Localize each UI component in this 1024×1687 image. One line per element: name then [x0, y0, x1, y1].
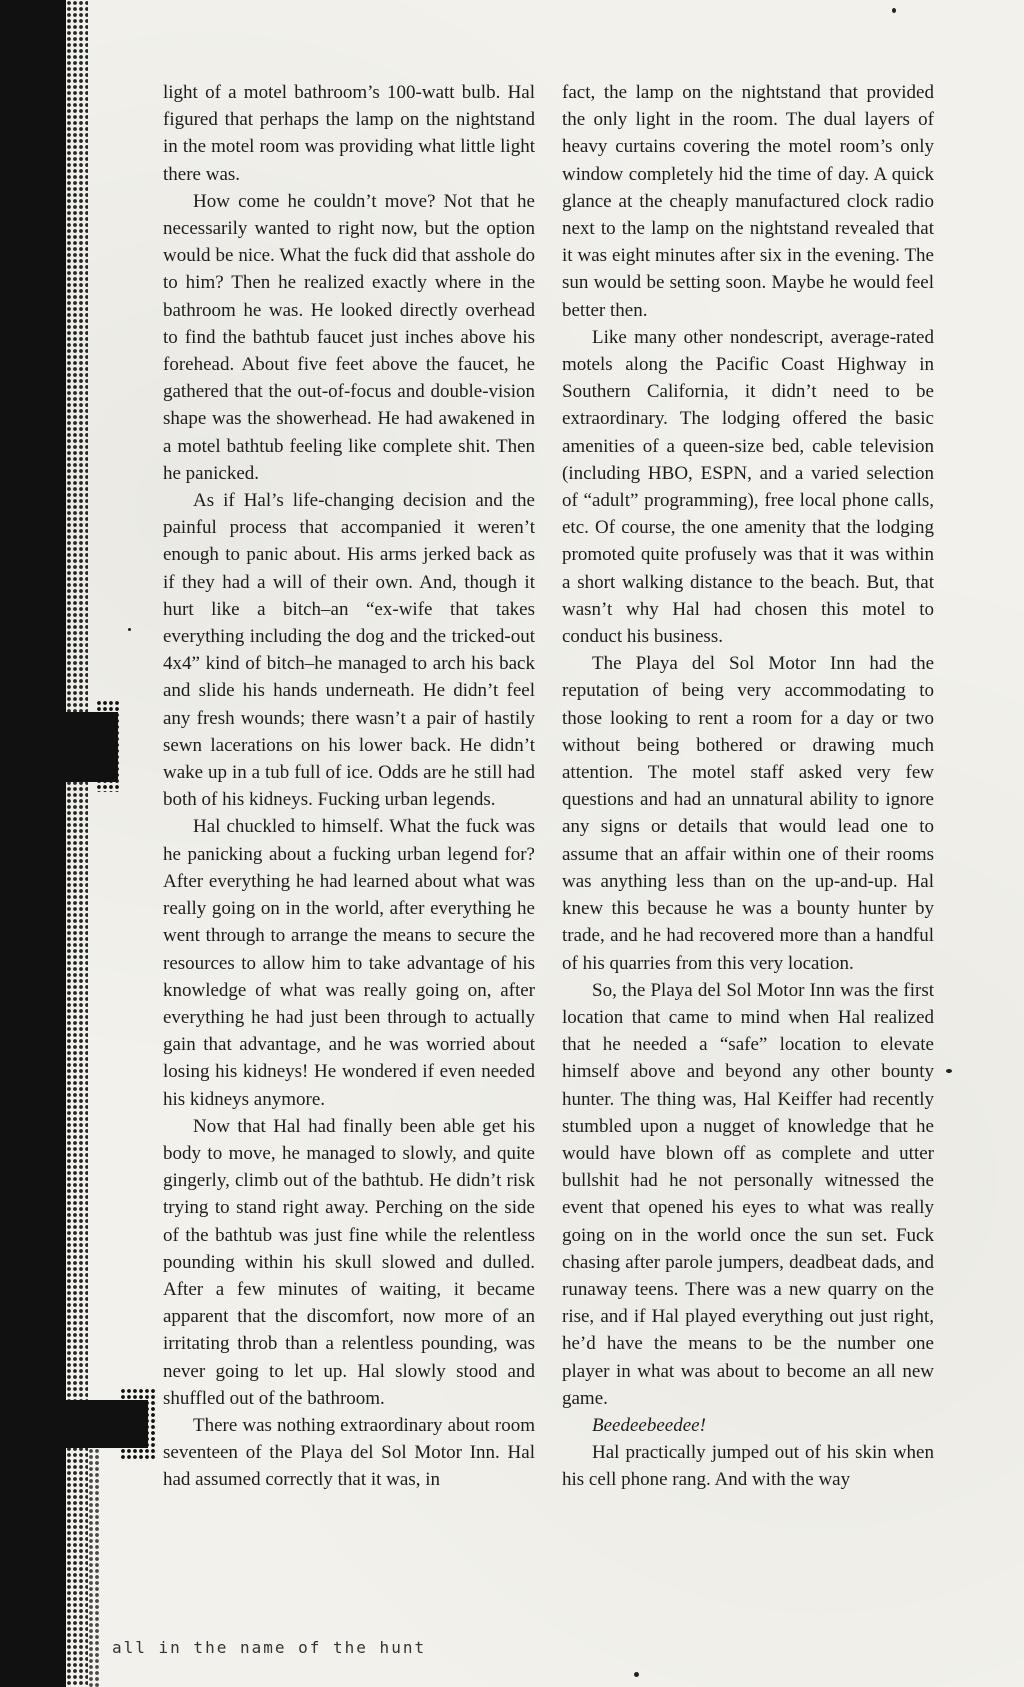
paragraph: The Playa del Sol Motor Inn had the reputation of being very accommodating to those looking to rent a room for a day or two without being bothered or drawing much attention. The motel staff asked very few questions and had an unnatural ability to ignore any signs or details that would lead one to assume that an affair within one of their rooms was anything less than on the up-and-up. Hal knew this because he was a bounty hunter by trade, and he had recovered more than a handful of his quarries from this very location.	[562, 653, 934, 974]
paragraph: Hal chuckled to himself. What the fuck was he panicking about a fucking urban legend for? After everything he had learned about what was really going on in the world, after everything he went through to arrange the means to secure the resources to allow him to take advantage of his knowledge of what was really going on, after everything he had just been through to actually gain that advantage, and he was worried about losing his kidneys! He wondered if even needed his kidneys anymore.	[163, 816, 535, 1110]
page-edge-bleed	[0, 0, 66, 1687]
paragraph: Like many other nondescript, average-rated motels along the Pacific Coast Highway in Southern California, it didn’t need to be extraordinary. The lodging offered the basic amenities of a queen-size bed, cable television (including HBO, ESPN, and a varied selection of “adult” programming), free local phone calls, etc. Of course, the one amenity that the lodging promoted quite profusely was that it was within a short walking distance to the beach. But, that wasn’t why Hal had chosen this motel to conduct his business.	[562, 326, 934, 648]
paragraph: light of a motel bathroom’s 100-watt bulb. Hal figured that perhaps the lamp on the nightstand in the motel room was providing what little light there was.	[163, 82, 535, 185]
print-speck	[946, 1069, 952, 1073]
paragraph: Now that Hal had finally been able get his body to move, he managed to slowly, and quite gingerly, climb out of the bathtub. He didn’t risk trying to stand right away. Perching on the side of the bathtub was just fine while the relentless pounding within his skull slowed and dulled. After a few minutes of waiting, it became apparent that the discomfort, now more of an irritating throb than a relentless pounding, was never going to let up. Hal slowly stood and shuffled out of the bathroom.	[163, 1115, 535, 1409]
running-footer-title: all in the name of the hunt	[112, 1638, 427, 1657]
print-speck	[128, 628, 131, 631]
paragraph: There was nothing extraordinary about room seventeen of the Playa del Sol Motor Inn. Hal had assumed correctly that it was, in	[163, 1414, 535, 1491]
edge-notch-upper-halftone	[96, 700, 120, 792]
left-text-column	[163, 79, 535, 1494]
paragraph: How come he couldn’t move? Not that he necessarily wanted to right now, but the option would be nice. What the fuck did that asshole do to him? Then he realized exactly where in the bathroom he was. He looked directly overhead to find the bathtub faucet just inches above his forehead. About five feet above the faucet, he gathered that the out-of-focus and double-vision shape was the showerhead. He had awakened in a motel bathtub feeling like complete shit. Then he panicked.	[163, 190, 535, 484]
paragraph: As if Hal’s life-changing decision and the painful process that accompanied it weren’t enough to panic about. His arms jerked back as if they had a will of their own. And, though it hurt like a bitch–an “ex-wife that takes everything including the dog and the tricked-out 4x4” kind of bitch–he managed to arch his back and slide his hands underneath. He didn’t feel any fresh wounds; there wasn’t a pair of hastily sewn lacerations on his lower back. He didn’t wake up in a tub full of ice. Odds are he still had both of his kidneys. Fucking urban legends.	[163, 490, 535, 811]
edge-notch-lower-halftone	[120, 1388, 156, 1460]
paragraph: Hal practically jumped out of his skin when his cell phone rang. And with the way	[562, 1442, 934, 1491]
print-speck	[634, 1672, 639, 1677]
paragraph: So, the Playa del Sol Motor Inn was the first location that came to mind when Hal realized that he needed a “safe” location to elevate himself above and beyond any other bounty hunter. The thing was, Hal Keiffer had recently stumbled upon a nugget of knowledge that he would have blown off as complete and utter bullshit had he not personally witnessed the event that opened his eyes to what was really going on in the world once the sun set. Fuck chasing after parole jumpers, deadbeat dads, and runaway teens. There was a new quarry on the rise, and if Hal played everything out just right, he’d have the means to be the number one player in what was about to become an all new game.	[562, 979, 934, 1409]
paragraph: fact, the lamp on the nightstand that provided the only light in the room. The dual layers of heavy curtains covering the motel room’s only window completely hid the time of day. A quick glance at the cheaply manufactured clock radio next to the lamp on the nightstand revealed that it was eight minutes after six in the evening. The sun would be setting soon. Maybe he would feel better then.	[562, 82, 934, 321]
print-speck	[892, 8, 896, 13]
sound-effect-line: Beedeebeedee!	[592, 1414, 706, 1436]
right-text-column	[562, 79, 934, 1494]
